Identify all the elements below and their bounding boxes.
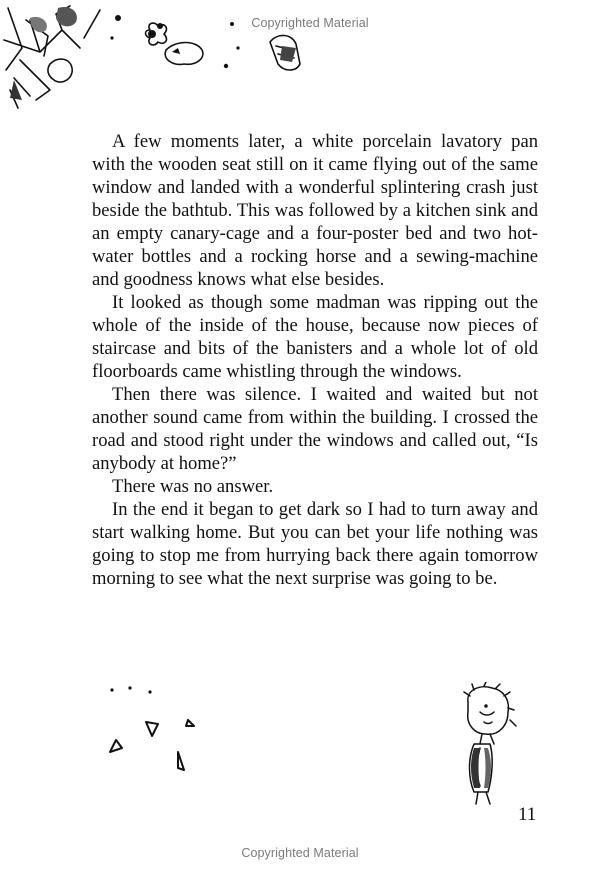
- page-number: 11: [518, 804, 537, 825]
- boy-illustration: [452, 682, 527, 807]
- paragraph: In the end it began to get dark so I had to turn away and start walking home. But you can bet your life nothing was going to stop me from hurrying back there again tomorrow morning to see what the next surprise was going to be.: [92, 499, 538, 589]
- copyright-watermark-bottom: Copyrighted Material: [241, 846, 359, 860]
- paragraph: Then there was silence. I waited and waited but not another sound came from within the building. I crossed the road and stood right under the windows and called out, “Is anybody at home?”: [92, 384, 538, 474]
- paragraph: There was no answer.: [112, 476, 274, 497]
- paragraph: It looked as though some madman was ripping out the whole of the inside of the house, because now pieces of staircase and bits of the banisters and a whole lot of old floorboards came whistling through the windows.: [92, 292, 538, 382]
- flying-debris-illustration: [0, 0, 320, 118]
- copyright-watermark-top: Copyrighted Material: [251, 16, 369, 30]
- falling-debris-illustration: [100, 680, 210, 780]
- paragraph: A few moments later, a white porcelain lavatory pan with the wooden seat still on it came flying out of the same window and landed with a wonderful splintering crash just beside the bathtub. This was followed by a kitchen sink and an empty canary-cage and a four-poster bed and two hot-water bottles and a rocking horse and a sewing-machine and goodness knows what else besides.: [92, 131, 538, 290]
- story-text: [92, 130, 538, 590]
